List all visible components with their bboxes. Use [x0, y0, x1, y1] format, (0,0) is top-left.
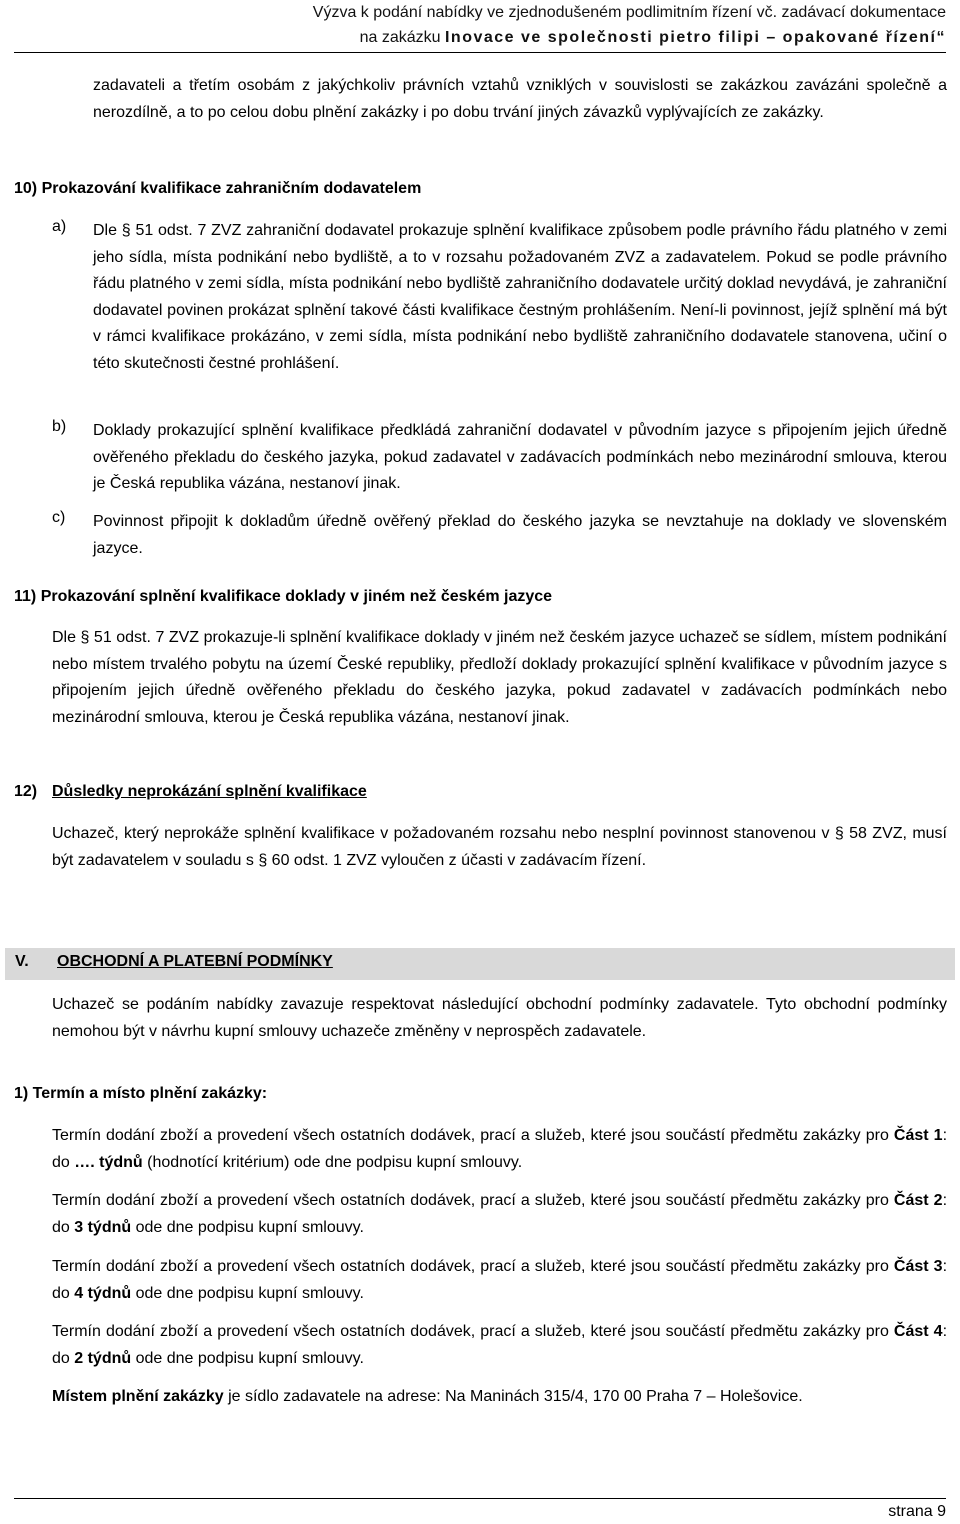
term-tail: ode dne podpisu kupní smlouvy.	[131, 1218, 364, 1236]
section-12-text: Uchazeč, který neprokáže splnění kvalifikace v požadovaném rozsahu nebo nesplní povinnost stanovenou v § 58 ZVZ, musí být zadavatelem v souladu s § 60 odst. 1 ZVZ vyloučen z účasti v zadávacím řízení.	[52, 825, 947, 869]
term-weeks: 3 týdnů	[74, 1218, 132, 1236]
header-prefix: na zakázku	[359, 29, 445, 46]
page-number: strana 9	[888, 1503, 946, 1520]
term-lead: Termín dodání zboží a provedení všech ostatních dodávek, prací a služeb, které jsou součástí předmětu zakázky pro	[52, 1258, 894, 1275]
part-label: Část 3	[893, 1258, 943, 1275]
term-part-1	[52, 1123, 947, 1176]
header-line-1: Výzva k podání nabídky ve zjednodušeném podlimitním řízení vč. zadávací dokumentace	[312, 4, 946, 21]
term-weeks: 4 týdnů	[74, 1284, 132, 1302]
place-text: je sídlo zadavatele na adrese: Na Maninách 315/4, 170 00 Praha 7 – Holešovice.	[223, 1388, 803, 1405]
header-line-2	[186, 25, 946, 50]
item-letter: b)	[52, 418, 67, 435]
term-tail: ode dne podpisu kupní smlouvy.	[131, 1284, 364, 1302]
section-10-title: 10) Prokazování kvalifikace zahraničním dodavatelem	[14, 180, 422, 197]
section-11-text: Dle § 51 odst. 7 ZVZ prokazuje-li splnění kvalifikace doklady v jiném než českém jazyce uchazeč se sídlem, místem podnikání nebo místem trvalého pobytu na území České republiky, předloží doklady prokazující splnění kvalifikace v původním jazyce s připojením jejich úředně ověřeného překladu do českého jazyka, pokud zadavatel v zadávacích podmínkách nebo mezinárodní smlouva, kterou je Česká republika vázána, nestanoví jinak.	[52, 629, 947, 726]
section-10-item-c	[52, 509, 947, 562]
term-part-4	[52, 1319, 947, 1372]
item-letter: a)	[52, 218, 67, 235]
section-10-item-a	[52, 218, 947, 377]
term-tail: (hodnotící kritérium) ode dne podpisu kupní smlouvy.	[142, 1153, 523, 1171]
term-lead: Termín dodání zboží a provedení všech ostatních dodávek, prací a služeb, které jsou součástí předmětu zakázky pro	[52, 1323, 894, 1340]
section-11-title: 11) Prokazování splnění kvalifikace doklady v jiném než českém jazyce	[14, 588, 553, 605]
item-letter: c)	[52, 509, 66, 526]
chapter-title: OBCHODNÍ A PLATEBNÍ PODMÍNKY	[57, 953, 333, 970]
intro-paragraph: zadavateli a třetím osobám z jakýchkoliv právních vztahů vzniklých v souvislosti se zakázkou zavázáni společně a nerozdílně, a to po celou dobu plnění zakázky i po dobu trvání jiných závazků vyplývajících ze zakázky.	[93, 77, 947, 121]
item-text: Doklady prokazující splnění kvalifikace předkládá zahraniční dodavatel v původním jazyce s připojením jejich úředně ověřeného překladu do českého jazyka, pokud zadavatel v zadávacích podmínkách nebo mezinárodní smlouva, kterou je Česká republika vázána, nestanoví jinak.	[93, 422, 947, 492]
section-12-number: 12)	[14, 783, 38, 800]
term-mid: : do	[52, 1323, 948, 1367]
term-place	[52, 1384, 947, 1411]
header-project-title: Inovace ve společnosti pietro filipi – opakované řízení“	[444, 29, 946, 46]
term-title: 1) Termín a místo plnění zakázky:	[14, 1085, 268, 1102]
term-mid: : do	[52, 1258, 948, 1302]
term-lead: Termín dodání zboží a provedení všech ostatních dodávek, prací a služeb, které jsou součástí předmětu zakázky pro	[52, 1127, 894, 1144]
term-mid: : do	[52, 1192, 948, 1236]
footer-divider	[14, 1498, 946, 1499]
term-part-2	[52, 1188, 947, 1241]
chapter-intro: Uchazeč se podáním nabídky zavazuje respektovat následující obchodní podmínky zadavatele. Tyto obchodní podmínky nemohou být v návrhu kupní smlouvy uchazeče změněny v neprospěch zadavatele.	[52, 996, 947, 1040]
item-text: Povinnost připojit k dokladům úředně ověřený překlad do českého jazyka se nevztahuje na doklady ve slovenském jazyce.	[93, 513, 947, 557]
header-divider	[14, 52, 946, 53]
part-label: Část 2	[893, 1192, 943, 1209]
term-lead: Termín dodání zboží a provedení všech ostatních dodávek, prací a služeb, které jsou součástí předmětu zakázky pro	[52, 1192, 894, 1209]
term-part-3	[52, 1254, 947, 1307]
chapter-heading-band	[5, 948, 955, 980]
part-label: Část 4	[893, 1323, 943, 1340]
term-weeks: …. týdnů	[74, 1153, 143, 1171]
part-label: Část 1	[893, 1127, 943, 1144]
term-tail: ode dne podpisu kupní smlouvy.	[131, 1349, 364, 1367]
term-weeks: 2 týdnů	[74, 1349, 132, 1367]
section-10-item-b	[52, 418, 947, 498]
place-label: Místem plnění zakázky	[52, 1388, 224, 1405]
document-header	[186, 0, 946, 50]
section-12-title: Důsledky neprokázání splnění kvalifikace	[52, 783, 367, 800]
item-text: Dle § 51 odst. 7 ZVZ zahraniční dodavatel prokazuje splnění kvalifikace způsobem podle právního řádu platného v zemi jeho sídla, místa podnikání nebo bydliště, a to v rozsahu požadovaném ZVZ a zadavatelem. Pokud se podle právního řádu platného v zemi sídla, místa podnikání nebo bydliště zahraničního dodavatele určitý doklad nevydává, je zahraniční dodavatel povinen prokázat splnění takové části kvalifikace čestným prohlášením. Není-li povinnost, jejíž splnění má být v rámci kvalifikace prokázáno, v zemi sídla, místa podnikání nebo bydliště zahraničního dodavatele stanovena, učiní o této skutečnosti čestné prohlášení.	[93, 222, 947, 372]
term-mid: : do	[52, 1127, 948, 1171]
chapter-number: V.	[15, 953, 29, 970]
